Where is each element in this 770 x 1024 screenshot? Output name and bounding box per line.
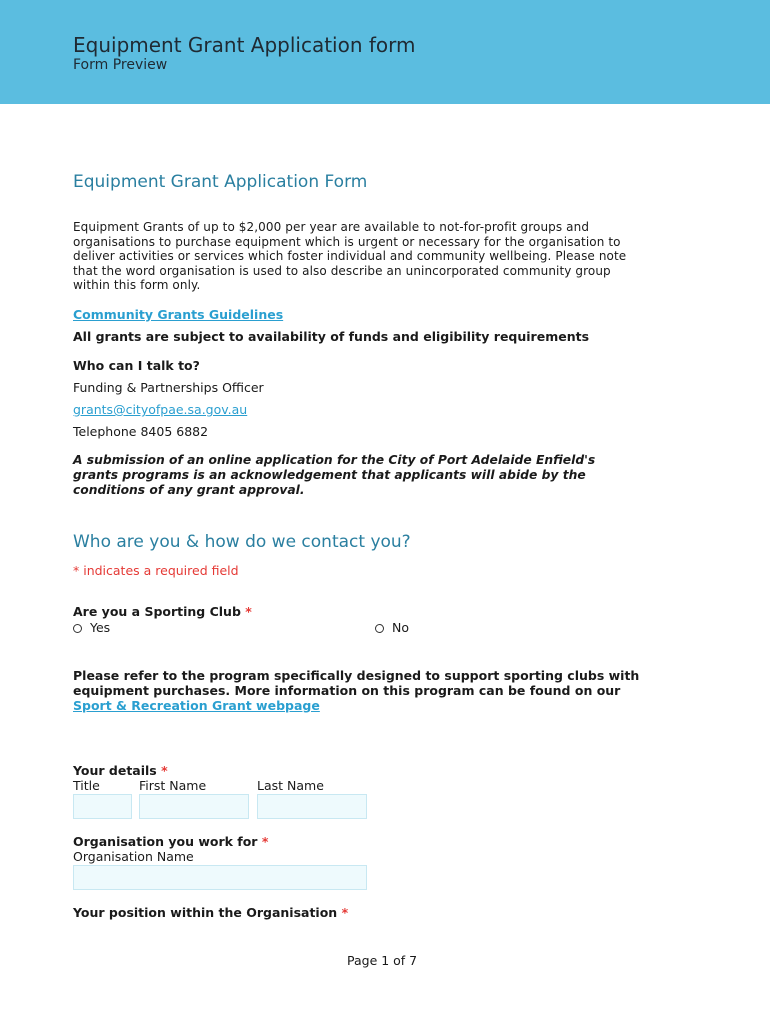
- contact-email-link[interactable]: grants@cityofpae.sa.gov.au: [73, 402, 248, 417]
- radio-label-no: No: [392, 620, 409, 635]
- acknowledgement-line: A submission of an online application for the City of Port Adelaide Enfield's: [73, 453, 596, 467]
- radio-option-no[interactable]: [375, 620, 409, 635]
- first-name-label: First Name: [139, 778, 207, 793]
- your-details-label: [73, 763, 168, 778]
- your-details-text: Your details: [73, 763, 157, 778]
- required-field-note: * indicates a required field: [73, 563, 239, 578]
- required-marker: *: [245, 604, 252, 619]
- required-marker: *: [161, 763, 168, 778]
- intro-line: organisations to purchase equipment which is urgent or necessary for the organisation to: [73, 234, 621, 249]
- radio-circle-icon[interactable]: [375, 624, 384, 633]
- required-marker: *: [261, 834, 269, 849]
- sport-recreation-link[interactable]: Sport & Recreation Grant webpage: [73, 698, 320, 713]
- sporting-club-label: Are you a Sporting Club: [73, 604, 241, 619]
- title-label: Title: [73, 778, 100, 793]
- contact-heading: Who can I talk to?: [73, 358, 200, 373]
- intro-line: Equipment Grants of up to $2,000 per year are available to not-for-profit groups and: [73, 220, 590, 234]
- intro-line: that the word organisation is used to also describe an unincorporated community group: [73, 263, 611, 278]
- sporting-note-line: Please refer to the program specifically designed to support sporting clubs with: [73, 668, 640, 683]
- organisation-text: Organisation you work for: [73, 834, 258, 849]
- title-input[interactable]: [73, 794, 132, 819]
- acknowledgement-note: [73, 453, 673, 498]
- form-heading: Equipment Grant Application Form: [73, 172, 368, 192]
- header-banner: [0, 0, 770, 104]
- sporting-note: [73, 668, 693, 713]
- first-name-input[interactable]: [139, 794, 249, 819]
- section-heading: Who are you & how do we contact you?: [73, 532, 411, 552]
- organisation-name-label: Organisation Name: [73, 849, 194, 864]
- intro-paragraph: [73, 220, 673, 293]
- page-subtitle: Form Preview: [73, 57, 168, 73]
- availability-note: All grants are subject to availability of funds and eligibility requirements: [73, 329, 590, 344]
- last-name-input[interactable]: [257, 794, 367, 819]
- acknowledgement-line: grants programs is an acknowledgement that applicants will abide by the: [73, 468, 586, 482]
- position-label: [73, 905, 348, 920]
- acknowledgement-line: conditions of any grant approval.: [73, 483, 305, 497]
- sporting-club-question: [73, 604, 252, 619]
- organisation-label: [73, 834, 268, 849]
- position-text: Your position within the Organisation: [73, 905, 338, 920]
- organisation-name-input[interactable]: [73, 865, 367, 890]
- contact-phone: Telephone 8405 6882: [73, 424, 209, 439]
- radio-circle-icon[interactable]: [73, 624, 82, 633]
- required-marker: *: [341, 905, 349, 920]
- radio-label-yes: Yes: [90, 620, 111, 635]
- radio-option-yes[interactable]: [73, 620, 110, 635]
- contact-role: Funding & Partnerships Officer: [73, 380, 264, 395]
- intro-line: within this form only.: [73, 278, 201, 293]
- page-title: Equipment Grant Application form: [73, 33, 416, 57]
- intro-line: deliver activities or services which foster individual and community wellbeing. Please note: [73, 249, 627, 264]
- last-name-label: Last Name: [257, 778, 324, 793]
- sporting-note-line: equipment purchases. More information on this program can be found on our: [73, 683, 621, 698]
- page-indicator: Page 1 of 7: [347, 953, 418, 968]
- guidelines-link[interactable]: Community Grants Guidelines: [73, 307, 284, 322]
